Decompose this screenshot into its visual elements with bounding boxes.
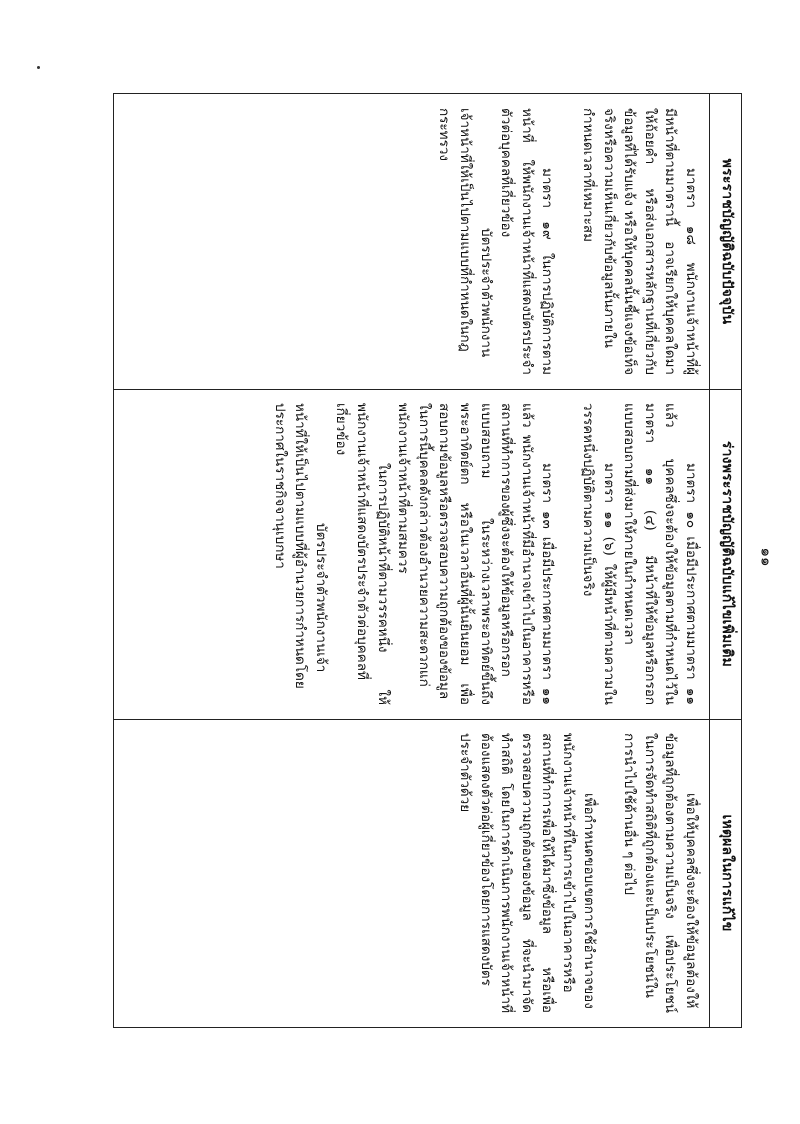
comparison-table <box>113 93 742 1028</box>
paragraph: บัตรประจำตัวพนักงานเจ้าหน้าที่ให้เป็นไปตามแบบที่ผู้อำนวยการกำหนดโดยประกาศในราชกิจจานุเบกษา <box>271 403 329 689</box>
paragraph: ในการปฏิบัติหน้าที่ตามวรรคหนึ่ง ให้พนักงานเจ้าหน้าที่แสดงบัตรประจำตัวต่อบุคคลที่เกี่ยวข้อง <box>333 403 391 705</box>
column-header: เหตุผลในการแก้ไข <box>718 814 735 932</box>
column-header: พระราชบัญญัติฉบับปัจจุบัน <box>718 158 735 325</box>
paragraph: เพื่อให้บุคคลซึ่งจะต้องให้ข้อมูลต้องให้ข้อมูลที่ถูกต้องตามความเป็นจริง เพื่อประโยชน์ในการจัดทำสถิติที่ถูกต้องและเป็นประโยชน์ในการนำไปใช้ด้านอื่น ๆ ต่อไป <box>621 733 699 1013</box>
paragraph: เพื่อกำหนดขอบเขตการใช้อำนาจของพนักงานเจ้าหน้าที่ในการเข้าไปในอาคารหรือสถานที่ทำการเพื่อให้ได้มาซึ่งข้อมูล หรือเพื่อตรวจสอบความถูกต้องของข้อมูล ที่จะนำมาจัดทำสถิติ โดยในการดำเนินการพนักงานเจ้าหน้าที่ต้องแสดงตัวต่อผู้เกี่ยวข้องโดยการแสดงบัตรประจำตัวด้วย <box>457 733 597 1013</box>
paragraph: มาตรา ๑๓ เมื่อมีประกาศตามมาตรา ๑๑ แล้ว พนักงานเจ้าหน้าที่มีอำนาจเข้าไปในอาคารหรือสถานที่ทำการของผู้ซึ่งจะต้องให้ข้อมูลหรือกรอกแบบสอบถาม ในระหว่างเวลาพระอาทิตย์ขึ้นถึงพระอาทิตย์ตก หรือในเวลาอื่นที่ผู้นั้นยินยอม เพื่อสอบถามข้อมูลหรือตรวจสอบความถูกต้องของข้อมูล ในการนี้บุคคลดังกล่าวต้องอำนวยความสะดวกแก่พนักงานเจ้าหน้าที่ตามสมควร <box>395 403 556 705</box>
page-number: ๑๑ <box>757 547 776 567</box>
paragraph: มาตรา ๑๑ (๖) ให้ผู้มีหน้าที่ตามความในวรรคหนึ่งปฏิบัติตามความเป็นจริง <box>580 403 617 705</box>
scan-speck <box>37 66 40 69</box>
column-reasons <box>114 719 742 1027</box>
paragraph: มาตรา ๑๐ เมื่อมีประกาศตามมาตรา ๑๑ แล้ว บุคคลซึ่งจะต้องให้ข้อมูลตามที่กำหนดไว้ในมาตรา ๑๑ (๔) มีหน้าที่ให้ข้อมูลหรือกรอกแบบสอบถามที่ส่งมาให้ภายในกำหนดเวลา <box>621 403 699 705</box>
paragraph: มาตรา ๑๙ ในการปฏิบัติการตามหน้าที่ ให้พนักงานเจ้าหน้าที่แสดงบัตรประจำตัวต่อบุคคลที่เกี่ยวข้อง <box>498 108 556 375</box>
column-draft-law <box>114 389 742 719</box>
column-header: ร่างพระราชบัญญัติฉบับแก้ไขเพิ่มเติม <box>718 440 735 668</box>
paragraph: มาตรา ๑๘ พนักงานเจ้าหน้าที่ผู้มีหน้าที่ตามมาตรานี้ อาจเรียกให้บุคคลใดมาให้ถ้อยคำ หรือส่งเอกสารหลักฐานที่เกี่ยวกับข้อมูลที่ได้รับแจ้ง หรือให้บุคคลนั้นชี้แจงข้อเท็จจริงหรือความเห็นเกี่ยวกับข้อมูลนั้นภายในกำหนดเวลาที่เหมาะสม <box>580 108 699 375</box>
paragraph: บัตรประจำตัวพนักงานเจ้าหน้าที่ให้เป็นไปตามแบบที่กำหนดในกฎกระทรวง <box>436 108 494 358</box>
column-current-law <box>114 94 742 389</box>
